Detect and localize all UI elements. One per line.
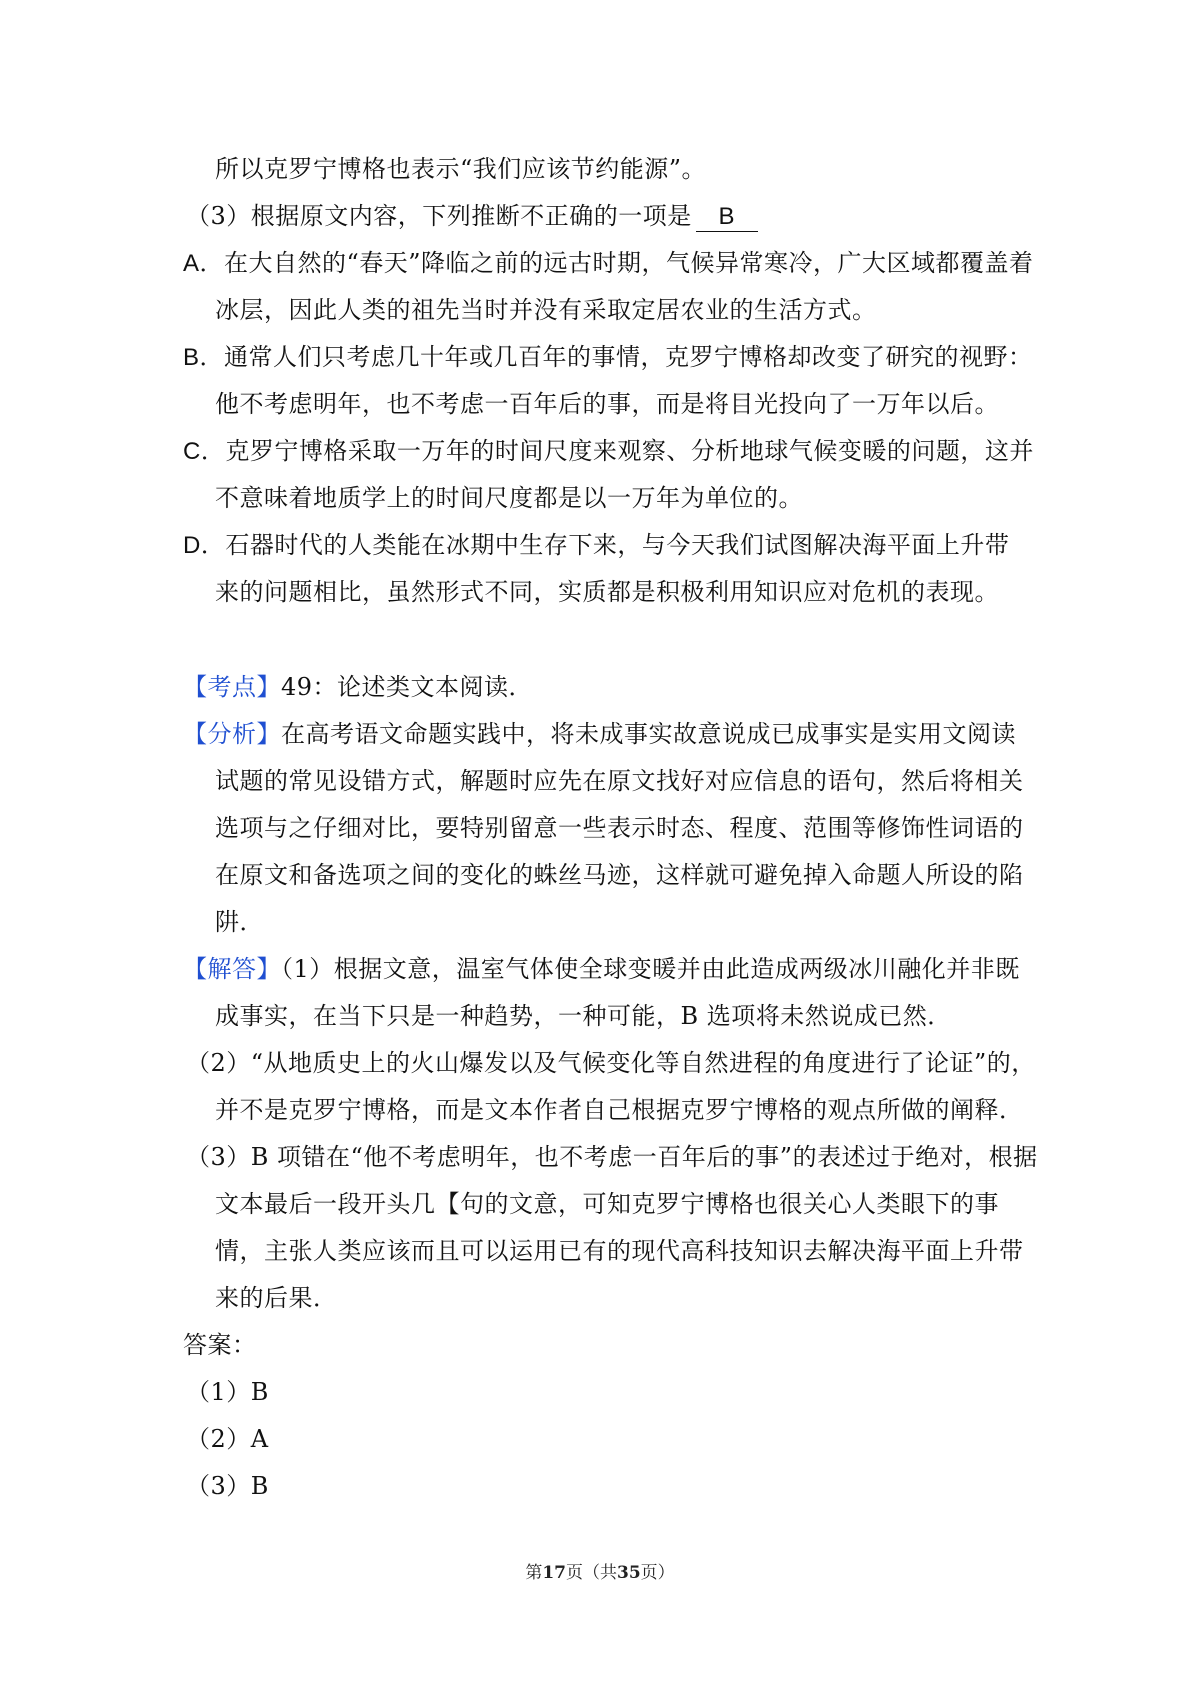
jieda-line-5: （3）B 项错在“他不考虑明年，也不考虑一百年后的事”的表述过于绝对，根据 — [186, 1143, 1038, 1171]
footer-prefix: 第 — [525, 1563, 543, 1583]
answers-heading: 答案： — [183, 1331, 257, 1359]
option-b-line-2: 他不考虑明年，也不考虑一百年后的事，而是将目光投向了一万年以后。 — [215, 390, 999, 418]
jieda-line-1 — [183, 952, 1020, 986]
jieda-line-8: 来的后果． — [215, 1284, 338, 1312]
fenxi-line-5: 阱． — [215, 908, 264, 936]
option-d-text-1: 石器时代的人类能在冰期中生存下来，与今天我们试图解决海平面上升带 — [225, 531, 1010, 559]
answer-item-3: （3）B — [186, 1472, 269, 1500]
fenxi-line-2: 试题的常见设错方式，解题时应先在原文找好对应信息的语句，然后将相关 — [215, 767, 1024, 795]
option-a-line-2: 冰层，因此人类的祖先当时并没有采取定居农业的生活方式。 — [215, 296, 877, 324]
continuation-line: 所以克罗宁博格也表示“我们应该节约能源”。 — [215, 155, 707, 183]
jieda-line-6: 文本最后一段开头几【句的文意，可知克罗宁博格也很关心人类眼下的事 — [215, 1190, 999, 1218]
fenxi-text-1: 在高考语文命题实践中，将未成事实故意说成已成事实是实用文阅读 — [281, 720, 1016, 748]
fenxi-label: 【分析】 — [183, 720, 281, 748]
jieda-label: 【解答】 — [183, 955, 281, 983]
footer-total-pages: 35 — [617, 1563, 641, 1583]
jieda-line-7: 情，主张人类应该而且可以运用已有的现代高科技知识去解决海平面上升带 — [215, 1237, 1024, 1265]
jieda-text-1: （1）根据文意，温室气体使全球变暖并由此造成两级冰川融化并非既 — [281, 955, 1020, 983]
question-3-stem-text: （3）根据原文内容，下列推断不正确的一项是 — [186, 202, 692, 230]
option-a-text-1: 在大自然的“春天”降临之前的远古时期，气候异常寒冷，广大区域都覆盖着 — [224, 249, 1034, 277]
answer-item-1: （1）B — [186, 1378, 269, 1406]
option-b-line-1 — [183, 340, 1033, 375]
option-d-line-1 — [183, 528, 1009, 563]
option-a-letter: A． — [183, 250, 225, 277]
footer-page-number: 17 — [542, 1563, 566, 1583]
jieda-line-3: （2）“从地质史上的火山爆发以及气候变化等自然进程的角度进行了论证”的， — [186, 1049, 1036, 1077]
kaodian-line — [183, 670, 533, 704]
fenxi-line-1 — [183, 717, 1016, 751]
kaodian-text: 49：论述类文本阅读． — [281, 673, 534, 701]
question-3-stem — [186, 199, 758, 233]
question-3-answer-blank: B — [696, 203, 758, 232]
fenxi-line-4: 在原文和备选项之间的变化的蛛丝马迹，这样就可避免掉入命题人所设的陷 — [215, 861, 1024, 889]
option-c-letter: C． — [183, 438, 226, 465]
option-c-text-1: 克罗宁博格采取一万年的时间尺度来观察、分析地球气候变暖的问题，这并 — [225, 437, 1034, 465]
footer-suffix: 页） — [640, 1563, 675, 1583]
answer-item-2: （2）A — [186, 1425, 269, 1453]
option-b-text-1: 通常人们只考虑几十年或几百年的事情，克罗宁博格却改变了研究的视野： — [224, 343, 1033, 371]
fenxi-line-3: 选项与之仔细对比，要特别留意一些表示时态、程度、范围等修饰性词语的 — [215, 814, 1024, 842]
option-a-line-1 — [183, 246, 1034, 281]
option-d-line-2: 来的问题相比，虽然形式不同，实质都是积极利用知识应对危机的表现。 — [215, 578, 999, 606]
option-d-letter: D． — [183, 532, 226, 559]
page-footer — [0, 1558, 1200, 1583]
jieda-line-2: 成事实，在当下只是一种趋势，一种可能，B 选项将未然说成已然． — [215, 1002, 952, 1030]
jieda-line-4: 并不是克罗宁博格，而是文本作者自己根据克罗宁博格的观点所做的阐释． — [215, 1096, 1024, 1124]
option-c-line-2: 不意味着地质学上的时间尺度都是以一万年为单位的。 — [215, 484, 803, 512]
option-b-letter: B． — [183, 344, 225, 371]
footer-middle: 页（共 — [566, 1563, 617, 1583]
kaodian-label: 【考点】 — [183, 673, 281, 701]
option-c-line-1 — [183, 434, 1034, 469]
